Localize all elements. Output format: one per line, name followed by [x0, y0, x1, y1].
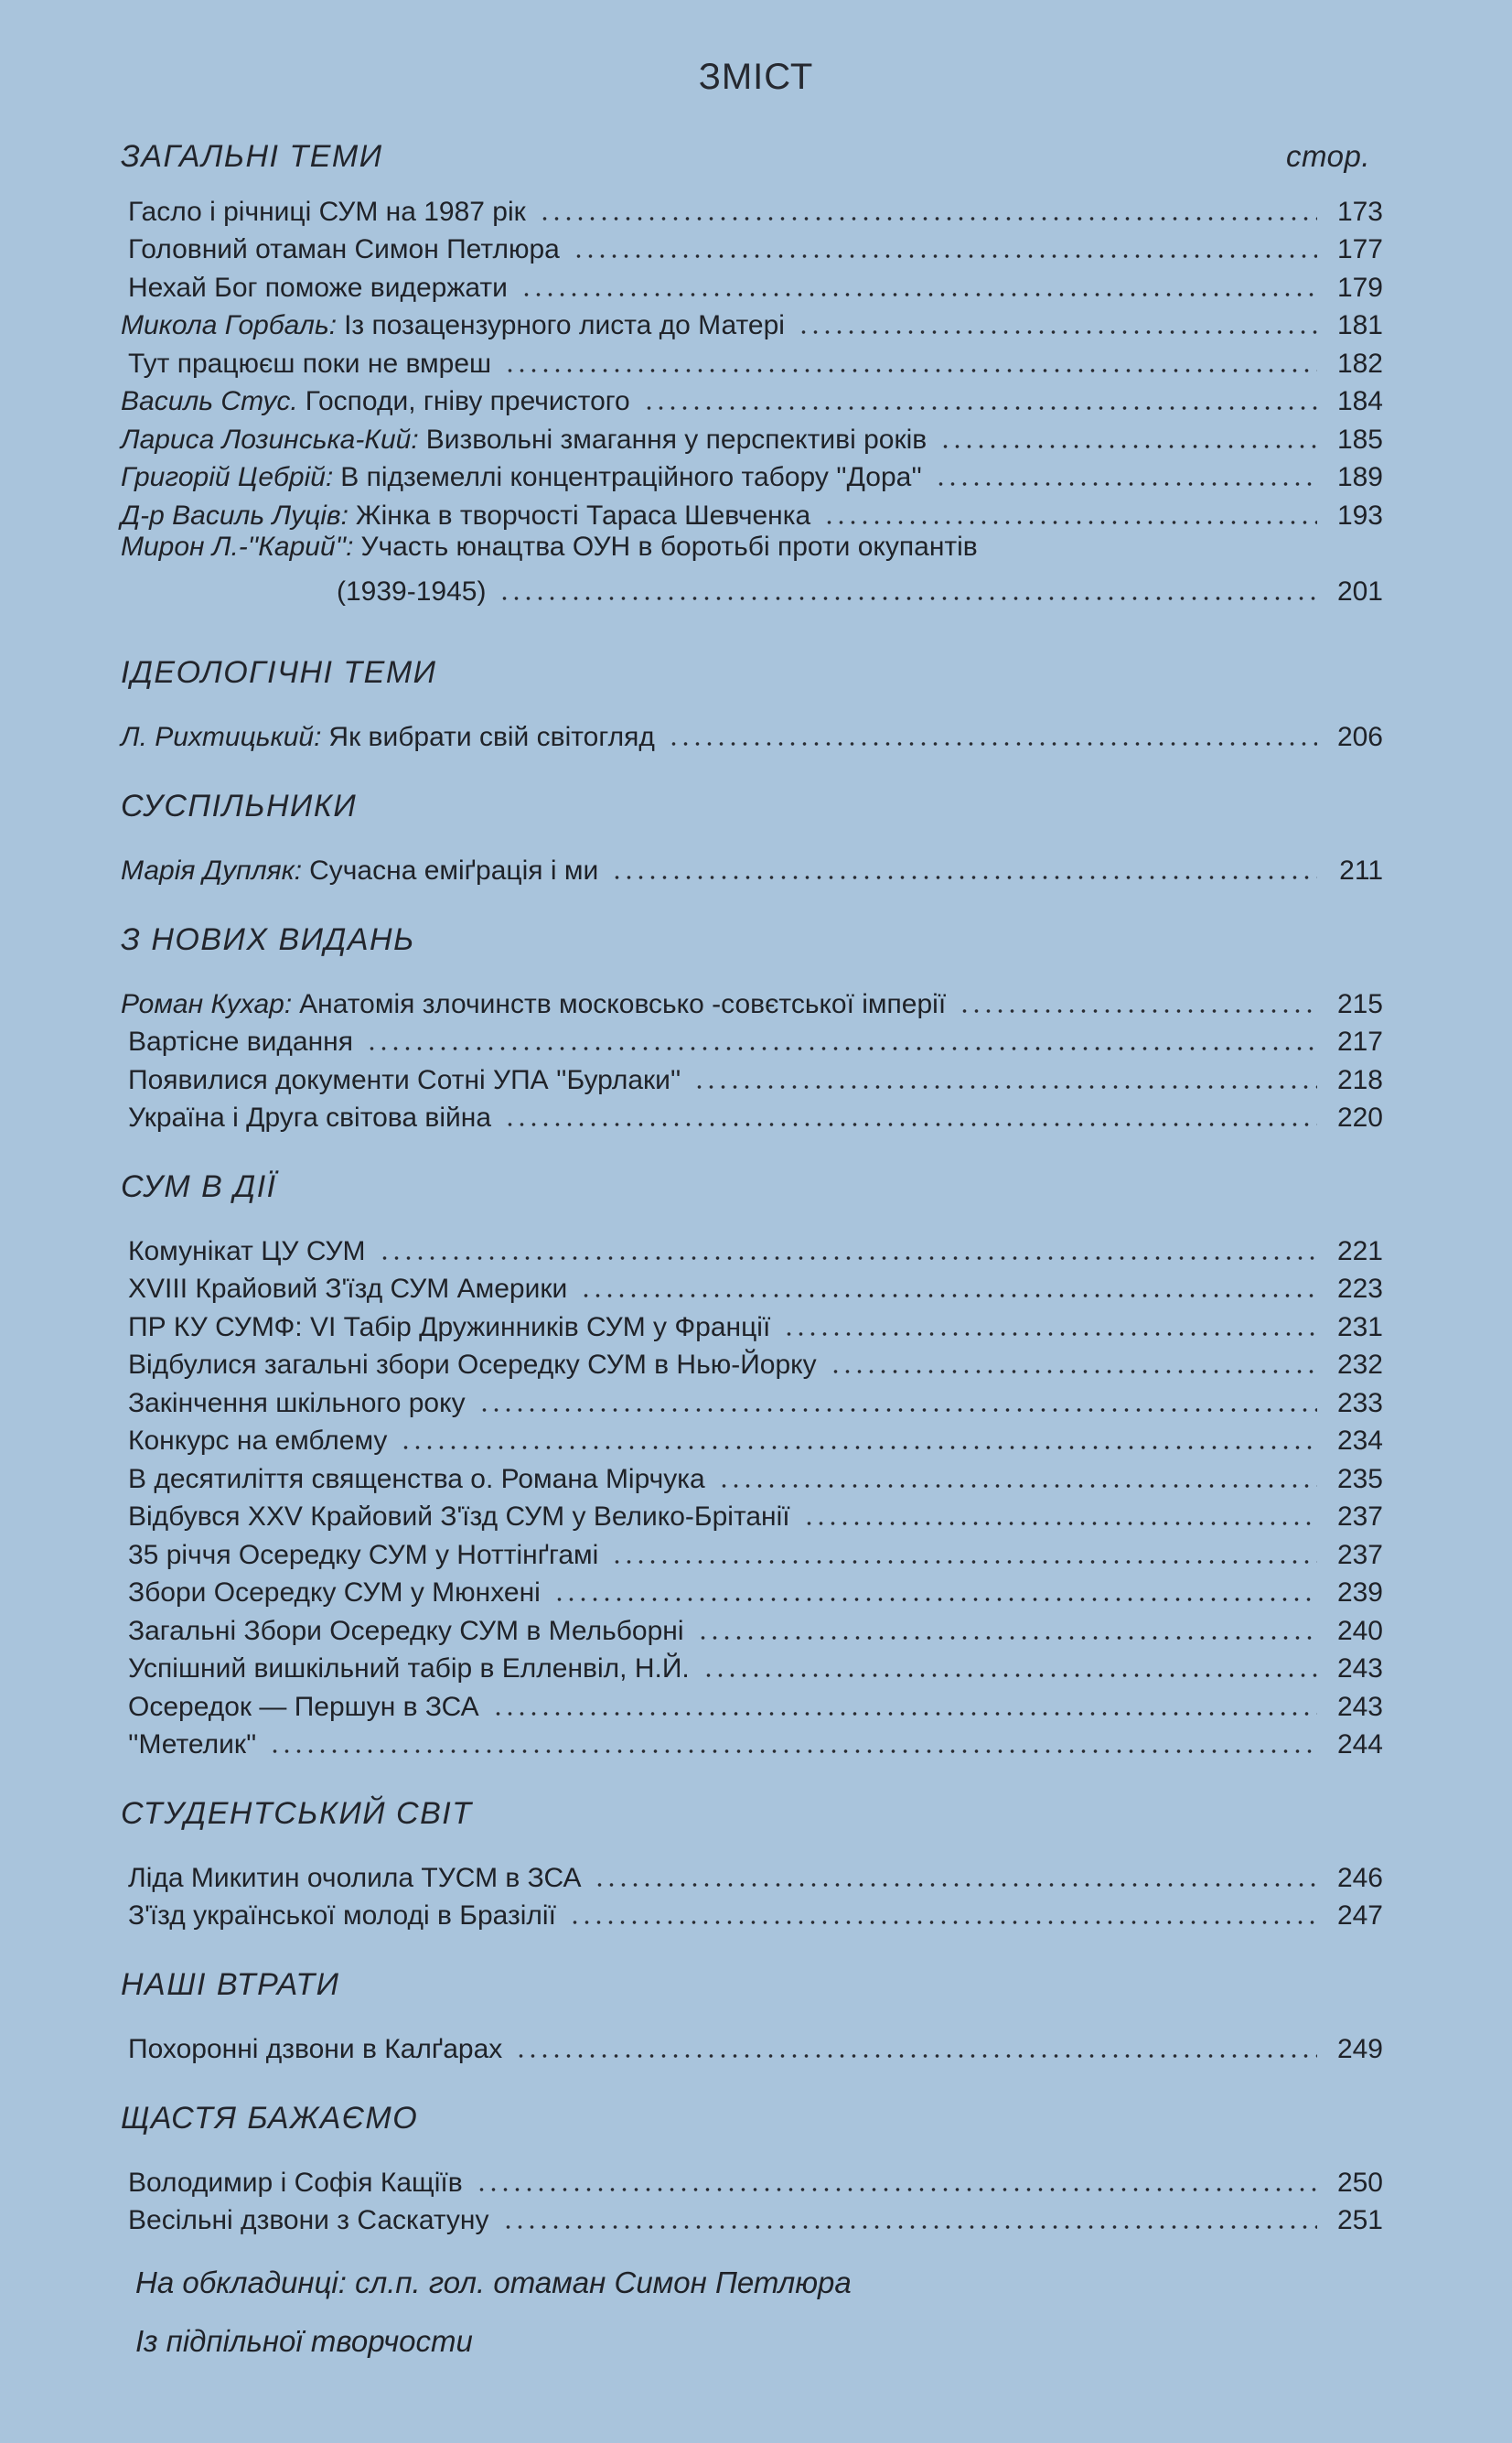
dot-leader	[400, 1444, 1317, 1451]
section-ideological-topics	[121, 655, 1383, 753]
entry-page-number: 237	[1336, 1539, 1383, 1570]
toc-entry[interactable]	[121, 715, 1383, 753]
dot-leader	[478, 1406, 1317, 1414]
entry-page-number: 179	[1336, 272, 1383, 303]
toc-entry[interactable]	[121, 1305, 1383, 1343]
toc-entry[interactable]	[121, 1058, 1383, 1096]
entry-title: Відбулися загальні збори Осередку СУМ в Нью-Йорку	[128, 1350, 817, 1380]
dot-leader	[643, 404, 1317, 412]
entry-title: Господи, гніву пречистого	[305, 386, 630, 416]
entry-page-number: 185	[1336, 424, 1383, 455]
dot-leader	[504, 367, 1317, 374]
toc-entry[interactable]	[121, 2199, 1383, 2237]
entry-author: Микола Горбаль:	[121, 310, 338, 340]
section-student-world	[121, 1796, 1383, 1932]
entry-title: Конкурс на емблему	[128, 1426, 388, 1456]
toc-entry[interactable]	[121, 304, 1383, 342]
section-heading: ЗАГАЛЬНІ ТЕМИ	[121, 139, 383, 174]
entry-page-number: 249	[1336, 2033, 1383, 2064]
toc-entry[interactable]	[121, 1020, 1383, 1059]
entry-title: Осередок — Першун в ЗСА	[128, 1691, 479, 1722]
section-general-topics	[121, 139, 1383, 608]
toc-entry[interactable]	[121, 1096, 1383, 1135]
entry-page-number: 239	[1336, 1577, 1383, 1608]
entry-title: З'їзд української молоді в Бразілії	[128, 1900, 556, 1931]
dot-leader	[504, 1121, 1317, 1128]
dot-leader	[798, 328, 1317, 336]
toc-entry[interactable]	[121, 380, 1383, 418]
entry-page-number: 247	[1336, 1900, 1383, 1931]
entry-title: Збори Осередку СУМ у Мюнхені	[128, 1577, 541, 1608]
dot-leader	[515, 2052, 1317, 2060]
entry-title: Гасло і річниці СУМ на 1987 рік	[128, 196, 526, 227]
toc-entry[interactable]	[121, 189, 1383, 228]
entry-page-number: 177	[1336, 234, 1383, 264]
entry-title: Жінка в творчості Тараса Шевченка	[355, 500, 811, 531]
entry-page-number: 223	[1336, 1274, 1383, 1304]
entry-page-number: 243	[1336, 1653, 1383, 1684]
entry-title: Вартісне видання	[128, 1027, 353, 1057]
entry-page-number: 250	[1336, 2167, 1383, 2198]
entry-page-number: 237	[1336, 1501, 1383, 1532]
section-heading: ІДЕОЛОГІЧНІ ТЕМИ	[121, 655, 437, 690]
entry-page-number: 233	[1336, 1387, 1383, 1418]
toc-entry[interactable]	[121, 1723, 1383, 1761]
entry-title: Нехай Бог поможе видержати	[128, 272, 508, 303]
section-best-wishes	[121, 2101, 1383, 2236]
entry-title: Тут працюєш поки не вмреш	[128, 348, 492, 379]
entry-author: Мирон Л.-''Карий'':	[121, 531, 354, 562]
entry-page-number: 231	[1336, 1311, 1383, 1342]
dot-leader	[492, 1710, 1317, 1717]
entry-page-number: 240	[1336, 1615, 1383, 1646]
entry-page-number: 234	[1336, 1426, 1383, 1456]
dot-leader	[702, 1672, 1317, 1679]
entry-author: Д-р Василь Луців:	[121, 500, 349, 531]
toc-entry[interactable]	[121, 1647, 1383, 1685]
entry-title: В підземеллі концентраційного табору ''Дора''	[340, 462, 922, 492]
dot-leader	[697, 1634, 1317, 1641]
entry-title: Володимир і Софія Кащіїв	[128, 2167, 463, 2198]
entry-title: Головний отаман Симон Петлюра	[128, 234, 560, 264]
entry-title: Комунікат ЦУ СУМ	[128, 1235, 366, 1266]
dot-leader	[830, 1368, 1317, 1375]
toc-entry[interactable]	[121, 1267, 1383, 1306]
toc-entry[interactable]	[121, 1571, 1383, 1609]
entry-author: Роман Кухар:	[121, 988, 293, 1019]
toc-entry[interactable]	[121, 1533, 1383, 1571]
underground-note: Із підпільної творчости	[135, 2324, 473, 2358]
entry-title: В десятиліття священства о. Романа Мірчука	[128, 1463, 705, 1494]
section-heading: НАШІ ВТРАТИ	[121, 1967, 340, 2002]
entry-page-number: 182	[1336, 348, 1383, 379]
entry-page-number: 221	[1336, 1235, 1383, 1266]
entry-title: Весільні дзвони з Саскатуну	[128, 2205, 489, 2235]
entry-title: Успішний вишкільний табір в Елленвіл, Н.Й.	[128, 1653, 690, 1684]
entry-title: Відбувся XXV Крайовий З'їзд СУМ у Велико-Брітанії	[128, 1501, 790, 1532]
entry-page-number: 246	[1336, 1862, 1383, 1893]
entry-page-number: 217	[1336, 1027, 1383, 1057]
dot-leader	[499, 595, 1317, 602]
entry-author: Марія Дупляк:	[121, 855, 303, 886]
entry-title: Україна і Друга світова війна	[128, 1103, 492, 1133]
toc-entry[interactable]	[121, 265, 1383, 304]
entry-title: XVIII Крайовий З'їзд СУМ Америки	[128, 1274, 568, 1304]
entry-page-number: 181	[1336, 310, 1383, 340]
toc-entry[interactable]	[121, 1419, 1383, 1458]
entry-title: Із позацензурного листа до Матері	[344, 310, 785, 340]
entry-title: Загальні Збори Осередку СУМ в Мельборні	[128, 1615, 684, 1646]
entry-page-number: 206	[1336, 721, 1383, 752]
toc-entry[interactable]	[121, 1229, 1383, 1267]
toc-entry[interactable]	[121, 982, 1383, 1020]
dot-leader	[269, 1748, 1317, 1755]
dot-leader	[476, 2186, 1317, 2193]
dot-leader	[668, 740, 1317, 748]
section-heading: СУСПІЛЬНИКИ	[121, 789, 358, 823]
entry-page-number: 220	[1336, 1103, 1383, 1133]
toc-entry[interactable]	[121, 1856, 1383, 1894]
section-heading: З НОВИХ ВИДАНЬ	[121, 922, 415, 957]
entry-author: Л. Рихтицький:	[121, 721, 322, 752]
dot-leader	[611, 1558, 1317, 1566]
cover-note: На обкладинці: сл.п. гол. отаман Симон Петлюра	[135, 2265, 852, 2299]
entry-title: ПР КУ СУМФ: VI Табір Дружинників СУМ у Франції	[128, 1311, 771, 1342]
dot-leader	[502, 2223, 1318, 2231]
toc-entry[interactable]	[121, 228, 1383, 266]
dot-leader	[803, 1520, 1317, 1527]
toc-entry[interactable]	[121, 417, 1383, 456]
toc-entry[interactable]	[121, 456, 1383, 494]
dot-leader	[718, 1482, 1317, 1490]
entry-page-number: 243	[1336, 1691, 1383, 1722]
dot-leader	[366, 1045, 1317, 1052]
entry-page-number: 184	[1336, 386, 1383, 416]
toc-entry[interactable]	[121, 1381, 1383, 1419]
dot-leader	[580, 1292, 1317, 1299]
entry-page-number: 173	[1336, 196, 1383, 227]
entry-page-number: 244	[1336, 1729, 1383, 1760]
toc-entry[interactable]	[121, 2160, 1383, 2199]
entry-title: 35 річчя Осередку СУМ у Ноттінґгамі	[128, 1539, 599, 1570]
entry-page-number: 201	[1336, 576, 1383, 607]
section-new-publications	[121, 922, 1383, 1134]
toc-entry[interactable]	[121, 532, 1383, 570]
entry-title: Ліда Микитин очолила ТУСМ в ЗСА	[128, 1862, 582, 1893]
entry-title: Визвольні змагання у перспективі років	[425, 424, 928, 455]
page-column-label: стор.	[1286, 139, 1370, 173]
toc-entry[interactable]	[121, 341, 1383, 380]
dot-leader	[959, 1007, 1317, 1015]
dot-leader	[693, 1083, 1317, 1091]
entry-title: Участь юнацтва ОУН в боротьбі проти окупантів	[360, 531, 978, 562]
section-heading: СТУДЕНТСЬКИЙ СВІТ	[121, 1796, 473, 1831]
dot-leader	[935, 480, 1317, 488]
dot-leader	[594, 1881, 1317, 1889]
entry-author: Василь Стус.	[121, 386, 298, 416]
section-heading: СУМ В ДІЇ	[121, 1169, 277, 1204]
dot-leader	[939, 443, 1317, 450]
entry-title: Анатомія злочинств московсько -совєтської імперії	[299, 988, 947, 1019]
entry-title: Похоронні дзвони в Калґарах	[128, 2033, 503, 2064]
entry-author: Григорій Цебрій:	[121, 462, 334, 492]
dot-leader	[539, 215, 1317, 222]
entry-title: Появилися документи Сотні УПА ''Бурлаки''	[128, 1064, 681, 1095]
entry-title: Сучасна еміґрація і ми	[309, 855, 599, 886]
entry-page-number: 251	[1336, 2205, 1383, 2235]
toc-entry[interactable]	[121, 493, 1383, 532]
section-heading: ЩАСТЯ БАЖАЄМО	[121, 2101, 419, 2136]
dot-leader	[573, 253, 1317, 260]
entry-title: Як вибрати свій світогляд	[328, 721, 655, 752]
page-title: ЗМІСТ	[698, 57, 814, 97]
toc-entry[interactable]	[121, 1609, 1383, 1647]
dot-leader	[553, 1596, 1317, 1603]
toc-entry[interactable]	[121, 1343, 1383, 1382]
toc-entry[interactable]	[121, 848, 1383, 887]
toc-entry[interactable]	[121, 1684, 1383, 1723]
dot-leader	[783, 1330, 1317, 1338]
section-society	[121, 789, 1383, 887]
section-sum-in-action	[121, 1169, 1383, 1760]
dot-leader	[569, 1919, 1317, 1926]
entry-page-number: 218	[1336, 1064, 1383, 1095]
toc-entry[interactable]	[121, 1894, 1383, 1932]
entry-page-number: 235	[1336, 1463, 1383, 1494]
entry-title: Закінчення шкільного року	[128, 1387, 466, 1418]
toc-entry[interactable]	[121, 1457, 1383, 1495]
dot-leader	[520, 291, 1317, 298]
dot-leader	[611, 874, 1317, 881]
toc-entry[interactable]	[121, 1495, 1383, 1534]
entry-title-continuation: (1939-1945)	[337, 576, 487, 607]
entry-author: Лариса Лозинська-Кий:	[121, 424, 419, 455]
dot-leader	[379, 1254, 1317, 1262]
section-our-losses	[121, 1967, 1383, 2065]
entry-page-number: 193	[1336, 500, 1383, 531]
toc-entry-continuation[interactable]	[121, 569, 1383, 608]
toc-entry[interactable]	[121, 2027, 1383, 2065]
entry-page-number: 189	[1336, 462, 1383, 492]
entry-page-number: 232	[1336, 1350, 1383, 1380]
dot-leader	[823, 519, 1317, 526]
entry-page-number: 215	[1336, 988, 1383, 1019]
entry-title: ''Метелик''	[128, 1729, 257, 1760]
entry-page-number: 211	[1339, 855, 1383, 886]
